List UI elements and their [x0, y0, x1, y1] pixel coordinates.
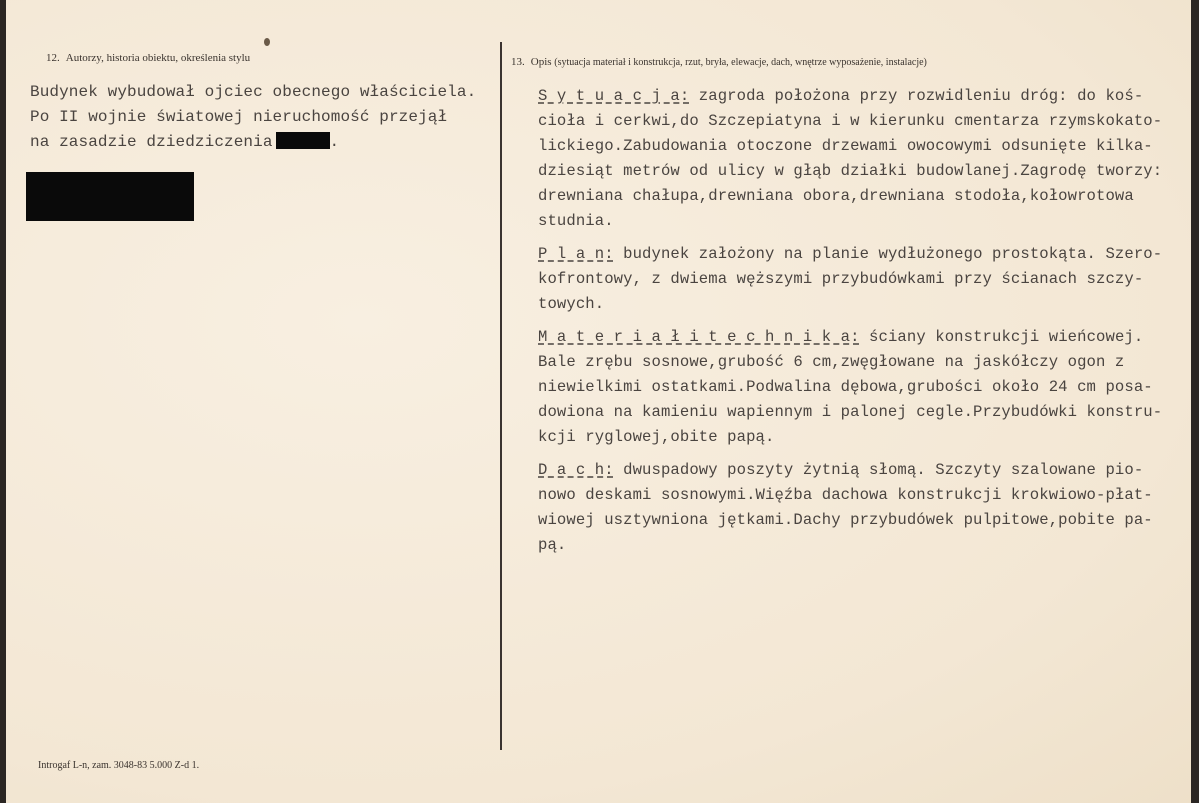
paragraph-line-text: ściany konstrukcji wieńcowej. [859, 328, 1144, 346]
paragraph-line: nowo deskami sosnowymi.Więźba dachowa konstrukcji krokwiowo-płat- [538, 486, 1153, 504]
paragraph-line: drewniana chałupa,drewniana obora,drewniana stodoła,kołowrotowa [538, 187, 1134, 205]
paragraph-line [538, 325, 1188, 350]
paragraph-line [538, 242, 1188, 267]
section-12-line-end: . [329, 133, 340, 151]
paragraph-line: dowiona na kamieniu wapiennym i palonej cegle.Przybudówki konstru- [538, 403, 1163, 421]
section-13-body [538, 84, 1188, 566]
paragraph-heading: D a c h: [538, 461, 614, 479]
paragraph-heading: M a t e r i a ł i t e c h n i k a: [538, 328, 860, 346]
paragraph-situation [538, 84, 1188, 234]
paragraph-material [538, 325, 1188, 450]
paragraph-line-text: budynek założony na planie wydłużonego prostokąta. Szero- [613, 245, 1163, 263]
section-12-line: Budynek wybudował ojciec obecnego właściciela. [30, 83, 477, 101]
print-footer: Introgaf L-n, zam. 3048-83 5.000 Z-d 1. [38, 760, 200, 771]
column-divider [500, 42, 502, 750]
section-12-header [46, 52, 250, 64]
section-13-label: Opis [530, 56, 552, 68]
section-12-line-text: na zasadzie dziedziczenia [30, 133, 273, 151]
record-card [6, 0, 1191, 803]
paragraph-heading: S y t u a c j a: [538, 87, 690, 105]
redaction-bar [276, 132, 330, 149]
paragraph-line: wiowej usztywniona jętkami.Dachy przybudówek pulpitowe,pobite pa- [538, 511, 1153, 529]
paragraph-line: cioła i cerkwi,do Szczepiatyna i w kierunku cmentarza rzymskokato- [538, 112, 1163, 130]
paragraph-line: studnia. [538, 212, 614, 230]
section-12-line: Po II wojnie światowej nieruchomość przejął [30, 108, 448, 126]
ink-spot [264, 38, 270, 46]
section-12-line [30, 130, 490, 155]
paragraph-line: niewielkimi ostatkami.Podwalina dębowa,grubości około 24 cm posa- [538, 378, 1153, 396]
paragraph-line: pą. [538, 536, 567, 554]
paragraph-roof [538, 458, 1188, 558]
paragraph-line: kcji ryglowej,obite papą. [538, 428, 775, 446]
section-13-number: 13. [511, 56, 525, 68]
paragraph-line: kofrontowy, z dwiema węższymi przybudówkami przy ścianach szczy- [538, 270, 1144, 288]
paragraph-plan [538, 242, 1188, 317]
paragraph-line: lickiego.Zabudowania otoczone drzewami owocowymi odsunięte kilka- [538, 137, 1153, 155]
paragraph-line [538, 84, 1188, 109]
redaction-block [26, 172, 194, 221]
paragraph-line: dziesiąt metrów od ulicy w głąb działki budowlanej.Zagrodę tworzy: [538, 162, 1163, 180]
paragraph-line: towych. [538, 295, 605, 313]
paragraph-line-text: dwuspadowy poszyty żytnią słomą. Szczyty szalowane pio- [613, 461, 1144, 479]
section-13-header [511, 56, 927, 68]
section-12-label: Autorzy, historia obiektu, określenia stylu [65, 52, 251, 64]
section-12-body [30, 80, 490, 155]
section-12-number: 12. [46, 52, 60, 64]
paragraph-heading: P l a n: [538, 245, 614, 263]
section-13-label-note: (sytuacja materiał i konstrukcja, rzut, bryła, elewacje, dach, wnętrze wyposażenie, instalacje) [554, 57, 927, 68]
paragraph-line [538, 458, 1188, 483]
paragraph-line-text: zagroda położona przy rozwidleniu dróg: do koś- [689, 87, 1144, 105]
paragraph-line: Bale zrębu sosnowe,grubość 6 cm,zwęgłowane na jaskółczy ogon z [538, 353, 1125, 371]
